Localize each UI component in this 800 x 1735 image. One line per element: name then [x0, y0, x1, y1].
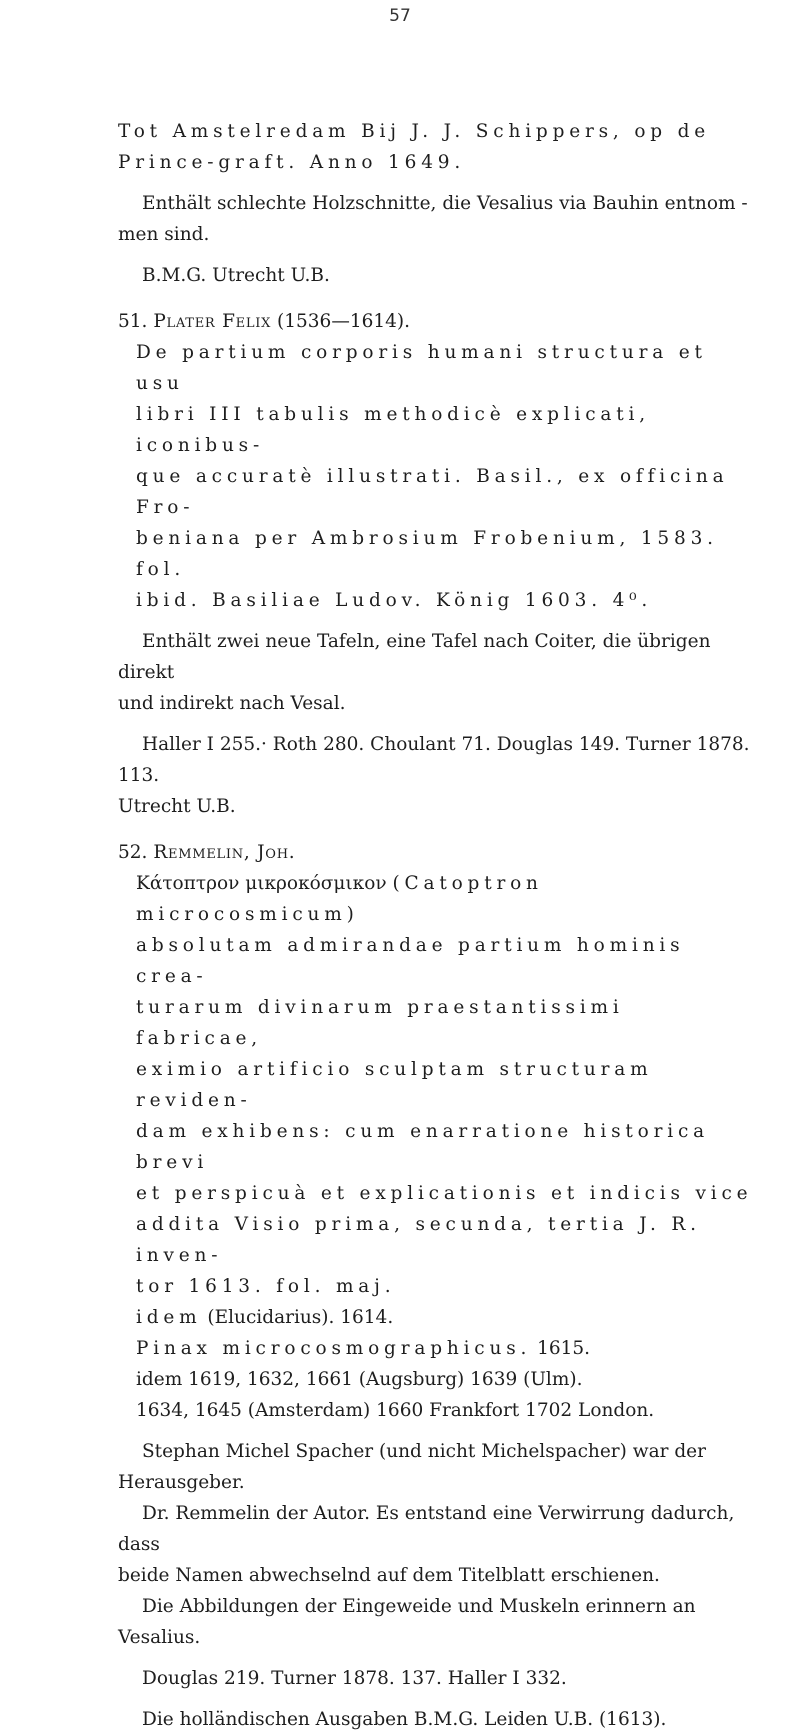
entry-51-refs-line: Utrecht U.B.: [118, 796, 236, 817]
note-line-2: men sind.: [118, 224, 210, 245]
entry-52-note-line: Stephan Michel Spacher (und nicht Michelspacher) war der Herausgeber.: [118, 1441, 706, 1493]
entry-52-note-line: Die Abbildungen der Eingeweide und Muskeln erinnern an Vesalius.: [118, 1596, 696, 1648]
entry-52-dutch-line: Die holländischen Ausgaben B.M.G. Leiden U.B. (1613).: [142, 1709, 667, 1730]
page-number: 57: [389, 6, 411, 26]
entry-52-pinax-rest: 1615.: [537, 1338, 591, 1359]
entry-52-heading: [118, 837, 758, 868]
entry-52-pinax-line: [136, 1333, 758, 1364]
imprint-line-2: Prince-graft. Anno 1649.: [118, 152, 466, 173]
entry-52-title-line: dam exhibens: cum enarratione historica brevi: [136, 1121, 710, 1173]
entry-52-refs-line: Douglas 219. Turner 1878. 137. Haller I 332.: [142, 1668, 567, 1689]
library-line: B.M.G. Utrecht U.B.: [142, 265, 330, 286]
entry-52-title-line: eximio artificio sculptam structuram reviden-: [136, 1059, 653, 1111]
entry-52-title-line: absolutam admirandae partium hominis crea-: [136, 935, 685, 987]
entry-52-title-line: addita Visio prima, secunda, tertia J. R. inven-: [136, 1214, 701, 1266]
entry-51: [118, 306, 758, 337]
entry-52-editions-line: 1634, 1645 (Amsterdam) 1660 Frankfort 1702 London.: [136, 1400, 655, 1421]
entry-51-note-line: und indirekt nach Vesal.: [118, 693, 346, 714]
entry-51-author: Plater Felix: [153, 311, 272, 332]
note-block: [118, 188, 758, 250]
entry-51-heading: [118, 306, 758, 337]
entry-52-author: Remmelin, Joh.: [153, 842, 296, 863]
entry-52-pinax-word: Pinax microcosmographicus.: [136, 1338, 532, 1359]
entry-52-latin-title: (Catoptron microcosmicum): [136, 873, 543, 925]
note-line-1: Enthält schlechte Holzschnitte, die Vesalius via Bauhin entnom -: [142, 193, 748, 214]
imprint-block: [118, 116, 758, 178]
entry-52-title-line: tor 1613. fol. maj.: [136, 1276, 396, 1297]
page-body: [118, 116, 758, 1735]
entry-51-title-line: beniana per Ambrosium Frobenium, 1583. fol.: [136, 528, 718, 580]
entry-51-note-line: Enthält zwei neue Tafeln, eine Tafel nach Coiter, die übrigen direkt: [118, 631, 711, 683]
entry-51-title-line: ibid. Basiliae Ludov. König 1603. 4⁰.: [136, 590, 653, 611]
entry-52-note-line: beide Namen abwechselnd auf dem Titelblatt erschienen.: [118, 1565, 660, 1586]
entry-51-title-line: De partium corporis humani structura et usu: [136, 342, 707, 394]
entry-52-idem-rest: (Elucidarius). 1614.: [207, 1307, 394, 1328]
entry-52-number: 52.: [118, 842, 148, 863]
entry-51-title-line: libri III tabulis methodicè explicati, iconibus-: [136, 404, 650, 456]
entry-51-title: [118, 337, 758, 616]
entry-52-note-line: Dr. Remmelin der Autor. Es entstand eine Verwirrung dadurch, dass: [118, 1503, 735, 1555]
entry-51-refs-line: Haller I 255.· Roth 280. Choulant 71. Douglas 149. Turner 1878. 113.: [118, 734, 750, 786]
imprint-line-1: Tot Amstelredam Bij J. J. Schippers, op de: [118, 121, 711, 142]
entry-51-title-line: que accuratè illustrati. Basil., ex officina Fro-: [136, 466, 729, 518]
entry-52-title-line: et perspicuà et explicationis et indicis vice: [136, 1183, 753, 1204]
entry-52-title-line: turarum divinarum praestantissimi fabricae,: [136, 997, 624, 1049]
entry-51-number: 51.: [118, 311, 148, 332]
entry-52-title: [118, 868, 758, 1426]
entry-52-editions-line: idem 1619, 1632, 1661 (Augsburg) 1639 (Ulm).: [136, 1369, 583, 1390]
entry-52-idem-word: idem: [136, 1307, 202, 1328]
entry-52-idem-line: [136, 1302, 758, 1333]
entry-52: [118, 837, 758, 868]
entry-52-greek-title: Κάτοπτρον μικροκόσμικον: [136, 873, 387, 894]
entry-52-title-line: [136, 868, 758, 930]
entry-51-dates: (1536—1614).: [277, 311, 411, 332]
